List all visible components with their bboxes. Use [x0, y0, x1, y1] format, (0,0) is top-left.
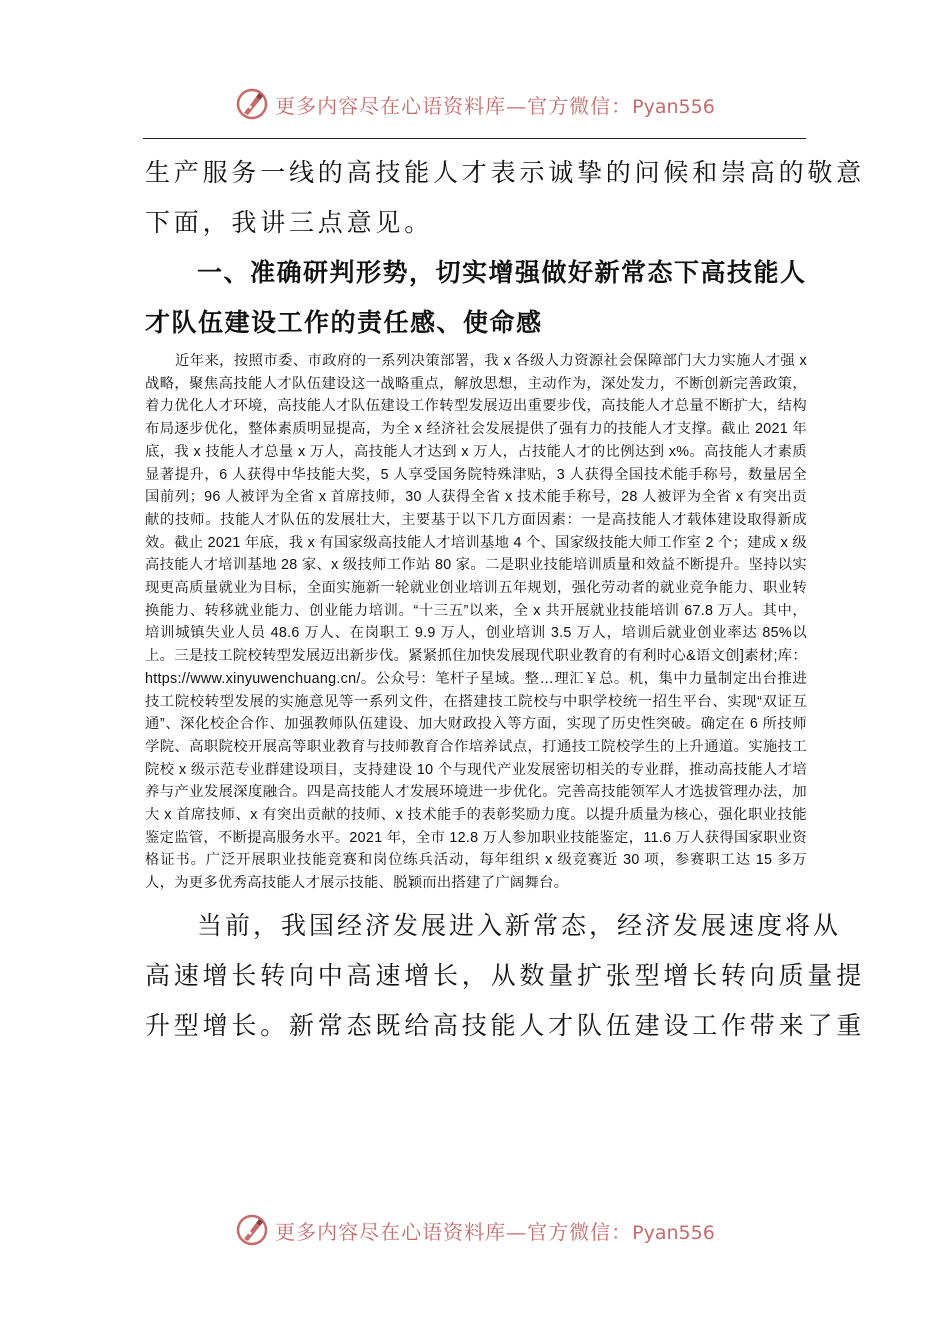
body-paragraph: 近年来，按照市委、市政府的一系列决策部署，我 x 各级人力资源社会保障部门大力实施人才强 x 战略，聚焦高技能人才队伍建设这一战略重点，解放思想，主动作为，深处发力，不断创新完善政策，着力优化人才环境，高技能人才队伍建设工作转型发展迈出重要步伐，高技能人才总量不断扩大，结构布局逐步优化，整体素质明显提高，为全 x 经济社会发展提供了强有力的技能人才支撑。截止 2021 年底，我 x 技能人才总量 x 万人，高技能人才达到 x 万人，占技能人才的比例达到 x%。高技能人才素质显著提升，6 人获得中华技能大奖，5 人享受国务院特殊津贴，3 人获得全国技术能手称号，数量居全国前列；96 人被评为全省 x 首席技师，30 人获得全省 x 技术能手称号，28 人被评为全省 x 有突出贡献的技师。技能人才队伍的发展壮大，主要基于以下几方面因素：一是高技能人才载体建设取得新成效。截止 2021 年底，我 x 有国家级高技能人才培训基地 4 个、国家级技能大师工作室 2 个；建成 x 级高技能人才培训基地 28 家、x 级技师工作站 80 家。二是职业技能培训质量和效益不断提升。坚持以实现更高质量就业为目标，全面实施新一轮就业创业培训五年规划，强化劳动者的就业竞争能力、职业转换能力、转移就业能力、创业能力培训。“十三五”以来，全 x 共开展就业技能培训 67.8 万人。其中，培训城镇失业人员 48.6 万人、在岗职工 9.9 万人，创业培训 3.5 万人，培训后就业创业率达 85%以上。三是技工院校转型发展迈出新步伐。紧紧抓住加快发展现代职业教育的有利时心&语文创]素材;库：https://www.xinyuwenchuang.cn/。公众号：笔杆子星域。整…理汇￥总。机，集中力量制定出台推进技工院校转型发展的实施意见等一系列文件，在搭建技工院校与中职学校统一招生平台、实现“双证互通”、深化校企合作、加强教师队伍建设、加大财政投入等方面，实现了历史性突破。确定在 6 所技师学院、高职院校开展高等职业教育与技师教育合作培养试点，打通技工院校学生的上升通道。实施技工院校 x 级示范专业群建设项目，支持建设 10 个与现代产业发展密切相关的专业群，推动高技能人才培养与产业发展深度融合。四是高技能人才发展环境进一步优化。完善高技能领军人才选拔管理办法，加大 x 首席技师、x 有突出贡献的技师、x 技术能手的表彰奖励力度。以提升质量为核心，强化职业技能鉴定监管，不断提高服务水平。2021 年，全市 12.8 万人参加职业技能鉴定，11.6 万人获得国家职业资格证书。广泛开展职业技能竞赛和岗位练兵活动，每年组织 x 级竞赛近 30 项，参赛职工达 15 多万人，为更多优秀高技能人才展示技能、脱颖而出搭建了广阔舞台。 [145, 353, 807, 892]
footer-banner [0, 1210, 950, 1250]
heading-line: 才队伍建设工作的责任感、使命感 [145, 308, 543, 337]
heading-line: 一、准确研判形势，切实增强做好新常态下高技能人 [197, 258, 807, 287]
wechat-id: Pyan556 [632, 1221, 715, 1244]
para-line: 生产服务一线的高技能人才表示诚挚的问候和崇高的敬意 [145, 158, 866, 187]
para-line: 高速增长转向中高速增长，从数量扩张型增长转向质量提 [145, 960, 866, 990]
para-line: 当前，我国经济发展进入新常态，经济发展速度将从 [197, 910, 842, 940]
section-heading [145, 248, 807, 348]
banner-text: 更多内容尽在心语资料库—官方微信：Pyan556 [275, 1219, 715, 1244]
para-line: 下面，我讲三点意见。 [145, 208, 434, 237]
header-banner [0, 84, 950, 124]
para-line: 升型增长。新常态既给高技能人才队伍建设工作带来了重 [145, 1010, 866, 1040]
wechat-id: Pyan556 [632, 95, 715, 118]
pen-nib-logo-icon [235, 87, 269, 121]
banner-text: 更多内容尽在心语资料库—官方微信：Pyan556 [275, 93, 715, 118]
header-rule [143, 138, 806, 139]
pen-nib-logo-icon [235, 1213, 269, 1247]
document-body [145, 148, 866, 1051]
